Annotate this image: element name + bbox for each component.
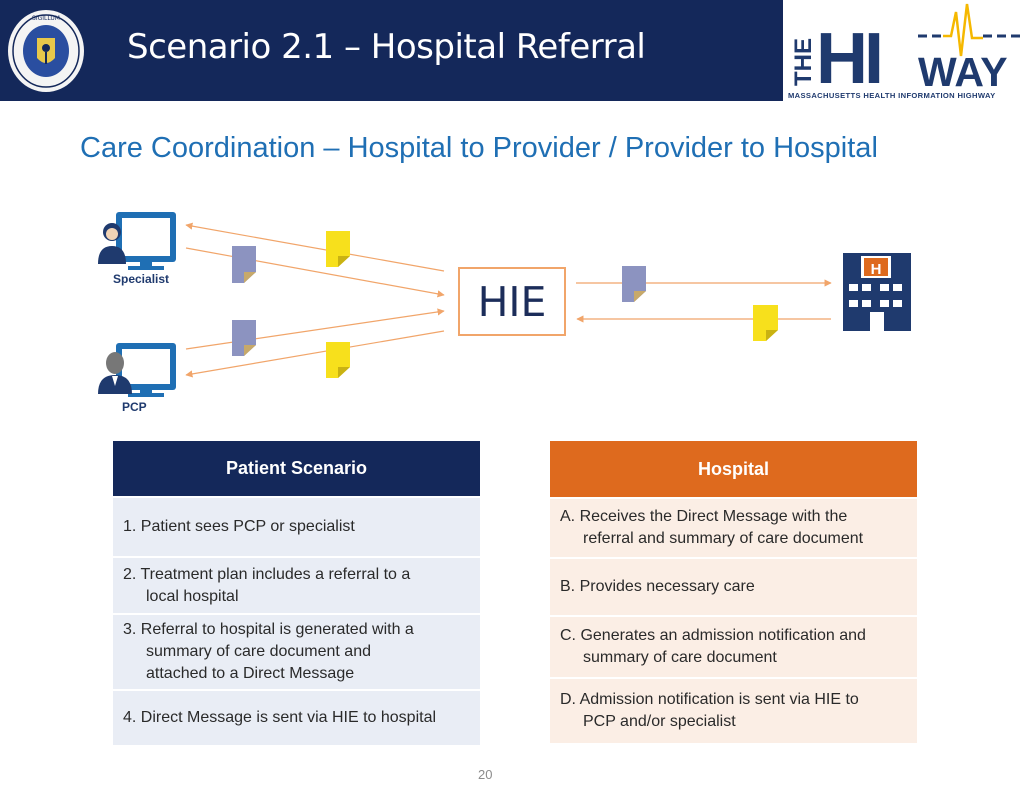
massachusetts-seal-icon — [6, 8, 86, 94]
hospital-heading: Hospital — [550, 441, 917, 497]
table-row — [113, 556, 480, 613]
table-row — [550, 497, 917, 557]
row-text: 3. Referral to hospital is generated with a — [123, 621, 414, 638]
table-row — [113, 613, 480, 689]
svg-text:H: H — [870, 261, 882, 278]
document-icon — [232, 320, 256, 356]
hie-node — [458, 267, 566, 336]
document-icon — [326, 342, 350, 378]
page-number: 20 — [478, 767, 493, 782]
document-icon — [753, 305, 778, 341]
row-text: summary of care document — [583, 649, 777, 666]
table-row — [550, 677, 917, 743]
row-text: B. Provides necessary care — [560, 578, 755, 595]
table-row — [550, 615, 917, 677]
logo-tagline: MASSACHUSETTS HEALTH INFORMATION HIGHWAY — [788, 91, 996, 100]
table-row — [113, 496, 480, 556]
row-text: local hospital — [146, 587, 239, 605]
logo-way: WAY — [918, 49, 1008, 95]
row-text: attached to a Direct Message — [146, 665, 355, 682]
table-row — [550, 557, 917, 615]
pcp-computer-icon — [98, 343, 176, 397]
logo-the: THE — [790, 38, 817, 86]
row-text: D. Admission notification is sent via HIE to — [560, 691, 859, 708]
logo-hi: HI — [816, 19, 880, 99]
document-icon — [326, 231, 350, 267]
header-bar — [0, 0, 783, 101]
hospital-building-icon — [843, 253, 911, 331]
document-icon — [232, 246, 256, 283]
row-text: referral and summary of care document — [583, 530, 864, 547]
page-title: Scenario 2.1 – Hospital Referral — [127, 27, 646, 67]
document-icon — [622, 266, 646, 302]
svg-text:SIGILLUM: SIGILLUM — [32, 15, 60, 22]
specialist-label: Specialist — [113, 272, 170, 286]
specialist-computer-icon — [98, 212, 176, 270]
row-text: C. Generates an admission notification and — [560, 627, 866, 644]
hie-label: HIE — [477, 277, 547, 326]
row-text: PCP and/or specialist — [583, 713, 736, 730]
row-text: 4. Direct Message is sent via HIE to hospital — [123, 709, 437, 726]
row-text: summary of care document and — [146, 643, 371, 660]
patient-scenario-heading: Patient Scenario — [113, 441, 480, 496]
patient-scenario-table — [113, 441, 480, 745]
table-row — [113, 689, 480, 745]
row-text: 1. Patient sees PCP or specialist — [123, 518, 355, 535]
pcp-label: PCP — [122, 400, 147, 414]
section-subtitle: Care Coordination – Hospital to Provider / Provider to Hospital — [80, 132, 878, 164]
row-text: A. Receives the Direct Message with the — [560, 508, 848, 525]
hiway-logo — [783, 0, 1024, 101]
hospital-table — [550, 441, 917, 743]
row-text: 2. Treatment plan includes a referral to a — [123, 565, 411, 583]
